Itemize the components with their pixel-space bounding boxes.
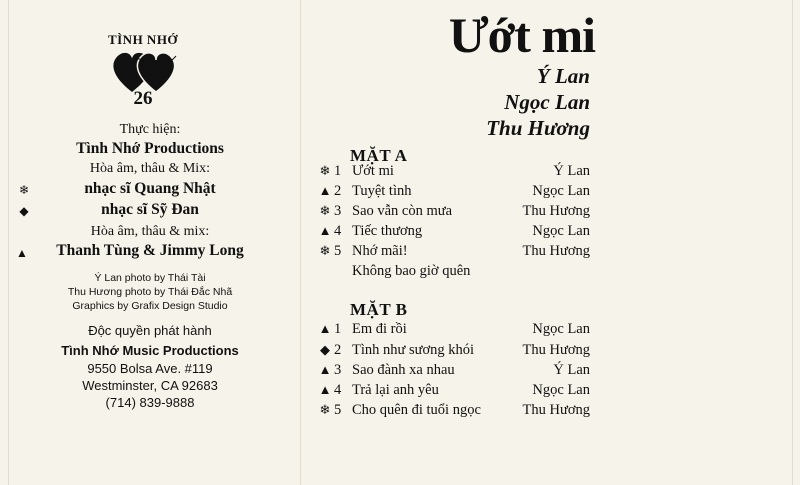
track-number: 1 [334, 321, 342, 337]
track-title: Cho quên đi tuổi ngọc [352, 402, 481, 418]
track-title: Trả lại anh yêu [352, 382, 439, 398]
track-artist: Ý Lan [553, 362, 590, 378]
track-artist: Ngọc Lan [532, 223, 590, 239]
arranger-3: Thanh Tùng & Jimmy Long [56, 242, 244, 259]
graphics-credit: Graphics by Grafix Design Studio [72, 300, 228, 312]
snowflake-icon: ❄ [18, 183, 30, 197]
track-title: Tình như sương khói [352, 342, 475, 358]
distribution-label: Độc quyền phát hành [88, 323, 212, 338]
logo-series-title: TÌNH NHỚ [107, 32, 179, 47]
track-number: 4 [334, 382, 342, 398]
triangle-icon: ▲ [318, 362, 332, 377]
triangle-icon: ▲ [318, 321, 332, 336]
fold-line-center [300, 0, 301, 485]
track-row [310, 362, 600, 382]
track-title: Sao đành xa nhau [352, 362, 455, 378]
track-artist: Thu Hương [522, 402, 590, 418]
snowflake-icon: ❄ [319, 243, 331, 258]
triangle-icon: ▲ [318, 183, 332, 198]
photo-credit-2: Thu Hương photo by Thái Đắc Nhã [67, 286, 233, 298]
track-row [310, 243, 600, 263]
credits-panel [0, 0, 300, 485]
singer-1: Ý Lan [536, 64, 590, 88]
track-number: 2 [334, 183, 342, 199]
track-title: Tuyệt tình [352, 183, 412, 199]
address-line-1: 9550 Bolsa Ave. #119 [87, 361, 213, 376]
logo-number: 26 [133, 88, 153, 109]
track-number: 3 [334, 362, 342, 378]
arrangement-label-2: Hòa âm, thâu & mix: [90, 224, 210, 239]
singer-3: Thu Hương [486, 116, 590, 140]
triangle-icon: ▲ [318, 382, 332, 397]
track-row [310, 382, 600, 402]
arranger-1: nhạc sĩ Quang Nhật [84, 180, 216, 197]
diamond-icon: ◆ [320, 342, 330, 357]
track-row [310, 321, 600, 341]
triangle-icon: ▲ [318, 223, 332, 238]
track-title: Sao vẫn còn mưa [352, 203, 453, 219]
address-line-2: Westminster, CA 92683 [82, 378, 218, 393]
track-title: Ướt mi [352, 163, 394, 179]
diamond-icon: ◆ [19, 204, 29, 218]
track-row [310, 163, 600, 183]
album-title: Ướt mi [448, 7, 595, 63]
snowflake-icon: ❄ [319, 203, 331, 218]
track-number: 3 [334, 203, 342, 219]
produced-label: Thực hiện: [119, 122, 181, 137]
snowflake-icon: ❄ [319, 163, 331, 178]
phone-number: (714) 839-9888 [105, 395, 195, 410]
track-artist: Thu Hương [522, 243, 590, 259]
track-title: Tiếc thương [352, 223, 423, 239]
track-artist: Ngọc Lan [532, 382, 590, 398]
triangle-icon: ▲ [16, 246, 28, 260]
tracklist-panel [310, 0, 800, 485]
track-artist: Ngọc Lan [532, 321, 590, 337]
track-row [310, 342, 600, 362]
track-subtitle: Không bao giờ quên [352, 263, 471, 279]
track-title: Nhớ mãi! [352, 243, 408, 259]
side-b-label: MẶT B [350, 300, 408, 319]
arrangement-label-1: Hòa âm, thâu & Mix: [89, 161, 211, 176]
track-number: 5 [334, 243, 342, 259]
track-number: 2 [334, 342, 342, 358]
distributor-name: Tình Nhớ Music Productions [61, 343, 239, 358]
track-artist: Thu Hương [522, 342, 590, 358]
track-row [310, 223, 600, 243]
arranger-2: nhạc sĩ Sỹ Đan [101, 201, 199, 218]
track-number: 4 [334, 223, 342, 239]
track-number: 1 [334, 163, 342, 179]
track-row [310, 203, 600, 223]
track-artist: Thu Hương [522, 203, 590, 219]
producer-name: Tình Nhớ Productions [76, 140, 224, 157]
track-row [310, 402, 600, 422]
track-title: Em đi rồi [352, 321, 407, 337]
snowflake-icon: ❄ [319, 402, 331, 417]
track-artist: Ý Lan [553, 163, 590, 179]
side-a-label: MẶT A [350, 146, 408, 165]
singer-2: Ngọc Lan [504, 90, 590, 114]
photo-credit-1: Ý Lan photo by Thái Tài [94, 272, 206, 284]
track-artist: Ngọc Lan [532, 183, 590, 199]
track-row [310, 183, 600, 203]
track-number: 5 [334, 402, 342, 418]
